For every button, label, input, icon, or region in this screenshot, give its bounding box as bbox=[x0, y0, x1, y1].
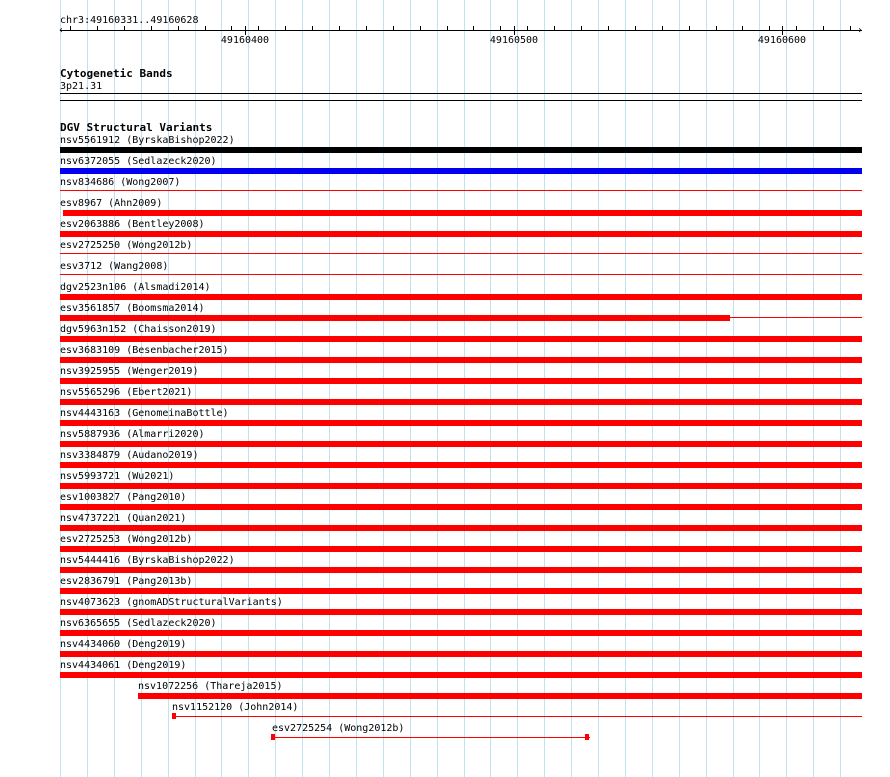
cytoband-label: 3p21.31 bbox=[60, 81, 103, 92]
ruler-tick-label-1: 49160400 bbox=[220, 35, 270, 46]
ruler-tick bbox=[689, 26, 690, 31]
grid-line bbox=[221, 0, 222, 777]
grid-line bbox=[652, 0, 653, 777]
grid-line bbox=[356, 0, 357, 777]
dgv-feature-line[interactable] bbox=[60, 253, 862, 254]
dgv-feature-label[interactable]: nsv1072256 (Thareja2015) bbox=[138, 681, 283, 692]
ruler-tick-label-2: 49160500 bbox=[489, 35, 539, 46]
ruler-tick bbox=[527, 26, 528, 31]
dgv-feature-label[interactable]: esv3712 (Wang2008) bbox=[60, 261, 169, 272]
grid-line bbox=[733, 0, 734, 777]
dgv-feature-label[interactable]: esv3561857 (Boomsma2014) bbox=[60, 303, 205, 314]
dgv-feature-bar[interactable] bbox=[60, 525, 862, 531]
dgv-feature-label[interactable]: esv2725254 (Wong2012b) bbox=[272, 723, 405, 734]
grid-line bbox=[464, 0, 465, 777]
dgv-feature-bar[interactable] bbox=[138, 693, 862, 699]
ruler-tick bbox=[124, 26, 125, 31]
ruler-tick bbox=[151, 26, 152, 31]
dgv-feature-label[interactable]: nsv4443163 (GenomeinaBottle) bbox=[60, 408, 229, 419]
dgv-feature-label[interactable]: esv1003827 (Pang2010) bbox=[60, 492, 187, 503]
ruler-right-arrow-icon: › bbox=[857, 25, 864, 36]
dgv-feature-bar[interactable] bbox=[60, 672, 862, 678]
ruler-tick bbox=[447, 26, 448, 31]
ruler-tick bbox=[581, 26, 582, 31]
cytobands-track-title: Cytogenetic Bands bbox=[60, 67, 173, 80]
grid-line bbox=[195, 0, 196, 777]
dgv-feature-bar[interactable] bbox=[60, 231, 862, 237]
ruler-tick bbox=[231, 26, 232, 31]
dgv-feature-label[interactable]: nsv3384879 (Audano2019) bbox=[60, 450, 199, 461]
ruler-tick bbox=[420, 26, 421, 31]
ruler-tick bbox=[70, 26, 71, 31]
ruler-tick bbox=[205, 26, 206, 31]
dgv-feature-label[interactable]: nsv5993721 (Wu2021) bbox=[60, 471, 175, 482]
track-separator bbox=[60, 100, 862, 101]
ruler-tick bbox=[366, 26, 367, 31]
ruler-tick bbox=[500, 26, 501, 31]
ruler-tick bbox=[339, 26, 340, 31]
grid-line bbox=[679, 0, 680, 777]
ruler-tick bbox=[97, 26, 98, 31]
dgv-feature-label[interactable]: nsv5887936 (Almarri2020) bbox=[60, 429, 205, 440]
grid-line bbox=[759, 0, 760, 777]
cytoband-feature[interactable] bbox=[60, 93, 862, 94]
dgv-feature-line[interactable] bbox=[60, 190, 862, 191]
dgv-feature-label[interactable]: nsv6372055 (Sedlazeck2020) bbox=[60, 156, 217, 167]
ruler-tick bbox=[312, 26, 313, 31]
dgv-feature-label[interactable]: esv2063886 (Bentley2008) bbox=[60, 219, 205, 230]
dgv-feature-bar[interactable] bbox=[60, 483, 862, 489]
dgv-feature-label[interactable]: nsv4073623 (gnomADStructuralVariants) bbox=[60, 597, 283, 608]
dgv-feature-bar[interactable] bbox=[60, 315, 730, 321]
dgv-feature-line[interactable] bbox=[60, 274, 862, 275]
grid-line bbox=[598, 0, 599, 777]
ruler-major-tick bbox=[782, 26, 783, 35]
grid-line bbox=[706, 0, 707, 777]
grid-line bbox=[625, 0, 626, 777]
dgv-feature-label[interactable]: nsv4434060 (Deng2019) bbox=[60, 639, 187, 650]
dgv-feature-label[interactable]: nsv5565296 (Ebert2021) bbox=[60, 387, 193, 398]
grid-line bbox=[840, 0, 841, 777]
dgv-feature-label[interactable]: esv8967 (Ahn2009) bbox=[60, 198, 163, 209]
grid-line bbox=[383, 0, 384, 777]
dgv-feature-bar[interactable] bbox=[60, 357, 862, 363]
dgv-feature-label[interactable]: dgv2523n106 (Alsmadi2014) bbox=[60, 282, 211, 293]
grid-line bbox=[248, 0, 249, 777]
ruler-major-tick bbox=[245, 26, 246, 35]
grid-line bbox=[410, 0, 411, 777]
ruler-position-label: chr3:49160331..49160628 bbox=[60, 15, 199, 26]
dgv-feature-bar[interactable] bbox=[60, 630, 862, 636]
dgv-feature-bar[interactable] bbox=[60, 609, 862, 615]
grid-line bbox=[786, 0, 787, 777]
ruler-tick bbox=[258, 26, 259, 31]
ruler-tick bbox=[608, 26, 609, 31]
dgv-feature-label[interactable]: dgv5963n152 (Chaisson2019) bbox=[60, 324, 217, 335]
dgv-feature-label[interactable]: esv3683109 (Besenbacher2015) bbox=[60, 345, 229, 356]
ruler-left-arrow-icon: ‹ bbox=[58, 25, 65, 36]
dgv-feature-bar[interactable] bbox=[60, 546, 862, 552]
dgv-feature-bar[interactable] bbox=[60, 294, 862, 300]
grid-line bbox=[302, 0, 303, 777]
ruler-tick bbox=[285, 26, 286, 31]
ruler-tick bbox=[635, 26, 636, 31]
dgv-feature-label[interactable]: nsv4434061 (Deng2019) bbox=[60, 660, 187, 671]
grid-line bbox=[437, 0, 438, 777]
dgv-feature-label[interactable]: nsv3925955 (Wenger2019) bbox=[60, 366, 199, 377]
grid-line bbox=[490, 0, 491, 777]
dgv-feature-endcap bbox=[271, 734, 275, 740]
ruler-tick bbox=[742, 26, 743, 31]
ruler-tick bbox=[554, 26, 555, 31]
dgv-feature-bar[interactable] bbox=[60, 462, 862, 468]
dgv-feature-label[interactable]: esv2836791 (Pang2013b) bbox=[60, 576, 193, 587]
dgv-feature-line[interactable] bbox=[272, 737, 590, 738]
dgv-feature-label[interactable]: nsv6365655 (Sedlazeck2020) bbox=[60, 618, 217, 629]
dgv-feature-endcap bbox=[585, 734, 589, 740]
ruler-tick bbox=[769, 26, 770, 31]
ruler-tick bbox=[473, 26, 474, 31]
dgv-feature-bar[interactable] bbox=[60, 378, 862, 384]
dgv-feature-endcap bbox=[172, 713, 176, 719]
ruler-tick bbox=[716, 26, 717, 31]
dgv-feature-label[interactable]: nsv834686 (Wong2007) bbox=[60, 177, 181, 188]
dgv-feature-bar[interactable] bbox=[60, 420, 862, 426]
dgv-feature-label[interactable]: nsv5561912 (ByrskaBishop2022) bbox=[60, 135, 235, 146]
dgv-feature-bar[interactable] bbox=[60, 441, 862, 447]
dgv-feature-bar[interactable] bbox=[60, 504, 862, 510]
dgv-feature-bar[interactable] bbox=[60, 588, 862, 594]
ruler-tick bbox=[796, 26, 797, 31]
dgv-feature-label[interactable]: esv2725250 (Wong2012b) bbox=[60, 240, 193, 251]
dgv-feature-bar[interactable] bbox=[60, 168, 862, 174]
ruler-tick bbox=[662, 26, 663, 31]
dgv-feature-bar[interactable] bbox=[60, 336, 862, 342]
grid-line bbox=[275, 0, 276, 777]
dgv-feature-endcap bbox=[63, 210, 67, 216]
dgv-feature-line[interactable] bbox=[173, 716, 862, 717]
ruler-tick bbox=[178, 26, 179, 31]
dgv-feature-label[interactable]: nsv1152120 (John2014) bbox=[172, 702, 299, 713]
dgv-feature-tail-line[interactable] bbox=[730, 317, 862, 318]
ruler-tick-label-3: 49160600 bbox=[757, 35, 807, 46]
dgv-feature-bar[interactable] bbox=[60, 567, 862, 573]
dgv-feature-label[interactable]: nsv4737221 (Quan2021) bbox=[60, 513, 187, 524]
dgv-feature-bar[interactable] bbox=[64, 210, 862, 216]
grid-line bbox=[571, 0, 572, 777]
dgv-feature-label[interactable]: nsv5444416 (ByrskaBishop2022) bbox=[60, 555, 235, 566]
dgv-track-title: DGV Structural Variants bbox=[60, 121, 213, 134]
dgv-feature-bar[interactable] bbox=[60, 651, 862, 657]
ruler-major-tick bbox=[514, 26, 515, 35]
grid-line bbox=[544, 0, 545, 777]
ruler-tick bbox=[393, 26, 394, 31]
grid-line bbox=[813, 0, 814, 777]
dgv-feature-label[interactable]: esv2725253 (Wong2012b) bbox=[60, 534, 193, 545]
dgv-feature-bar[interactable] bbox=[60, 399, 862, 405]
grid-line bbox=[329, 0, 330, 777]
grid-line bbox=[517, 0, 518, 777]
dgv-feature-bar[interactable] bbox=[60, 147, 862, 153]
ruler-tick bbox=[850, 26, 851, 31]
ruler-tick bbox=[823, 26, 824, 31]
